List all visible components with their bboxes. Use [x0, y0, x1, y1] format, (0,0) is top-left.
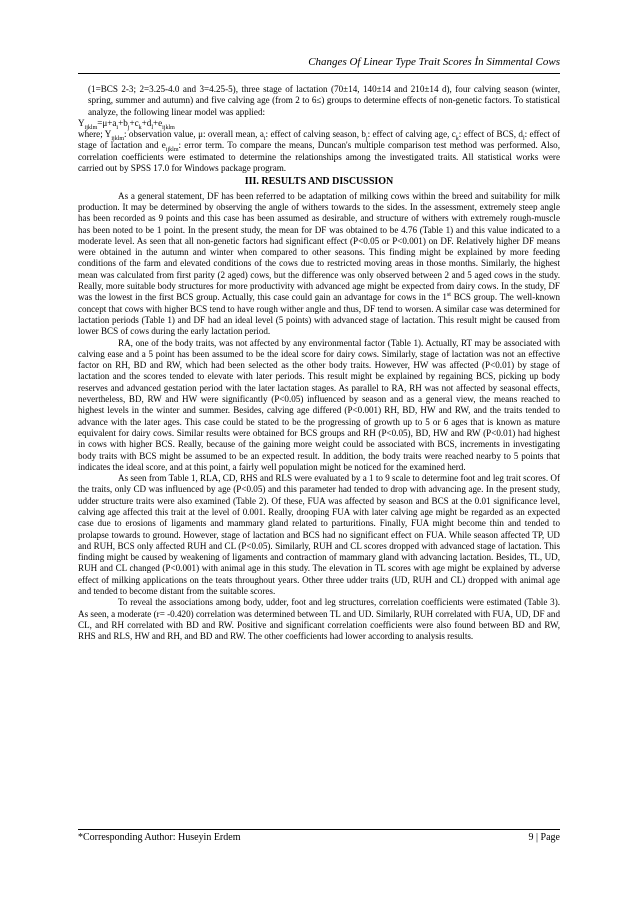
linear-model-formula: $Y_{ijklm}=\mu+a_i+b_j+c_k+d_l+e_{ijklm}$ [78, 117, 175, 131]
section-title: III. RESULTS AND DISCUSSION [244, 176, 394, 188]
page-number: 9 | Page [528, 832, 560, 843]
page-body [78, 84, 560, 643]
paragraph-correlations: To reveal the associations among body, udder, foot and leg structures, correlation coefficients were estimated (Table 3). As seen, a moderate (r= -0.420) correlation was determined between TL and UD. Similarly, RUH correlated with FUA, UD, DF and CL, and RH correlated with BD and RW. Positive and significant correlation coefficients were also found between BD and RW, RHS and RLS, HW and RH, and BD and RW. The other coefficients had lower according to analysis results. [78, 597, 560, 642]
corresponding-author: *Corresponding Author: Huseyin Erdem [78, 832, 241, 843]
paragraph-body-traits: RA, one of the body traits, was not affected by any environmental factor (Table 1). Actually, RT may be associated with calving ease and a 5 point has been assumed to be the ideal score for dairy cows. Similarly, stage of lactation was not an effective factor on RH, BD and RW, which had been selected as the other body traits. However, HW was affected (P<0.01) by stage of lactation and the scores tended to elevate with later periods. This result might be explained by regaining BCS, picking up body reserves and advanced gestation period with the later lactation stages. As parallel to RA, RH was not affected by seasonal effects, nevertheless, BD, RW and HW were significantly (P<0.05) influenced by season and as a general view, the means reached to highest levels in the winter and summer. Besides, calving age differed (P<0.001) RH, BD, HW and RW, and the traits tended to advance with the later ages. This case could be stated to be the progressing of growth up to 5 or 6 ages that is known as mature equivalent for dairy cows. Similar results were obtained for BCS groups and RH (P<0.05), BD, HW and RW (P<0.01) had highest in cows with higher BCS. Really, because of the gaining more weight could be associated with BCS, increments in investigating body traits with BCS might be assumed to be an expected result. In addition, the body traits were reached nearby to 5 points that indicates the ideal score, and at this point, a fairly well population might be noticed for the examined herd. [78, 337, 560, 472]
header-rule [78, 73, 560, 74]
intro-continuation: (1=BCS 2-3; 2=3.25-4.0 and 3=4.25-5), three stage of lactation (70±14, 140±14 and 210±14 d), four calving season (winter, spring, summer and autumn) and five calving age (from 2 to 6≤) groups to determine effects of non-genetic factors. To statistical analyze, the following linear model was applied: [88, 84, 560, 117]
footer-rule [78, 829, 560, 830]
model-definitions: where; $Y_{ijklm}$: observation value, μ: overall mean, $a_i$: effect of calving season, $b_j$: effect of calving age, $c_k$: effect of BCS, $d_l$: effect of stage of lactation and $e_{ijklm}$: error term. To compare the means, Duncan's multiple comparison test method was performed. Also, correlation coefficients were estimated to determine the relationships among the investigated traits. All statistical works were carried out by SPSS 17.0 for Windows package program. [78, 129, 561, 174]
paragraph-df: As a general statement, DF has been referred to be adaptation of milking cows within the breed and suitability for milk production. It may be determined by observing the angle of withers towards to the sides. In the assessment, extremely steep angle has been recorded as 9 points and this case has been assumed as desirable, and structure of withers with extremely rough-muscle has been noted to be 1 point. In the present study, the mean for DF was obtained to be 4.76 (Table 1) and this value indicated to a moderate level. As seen that all non-genetic factors had significant effect (P<0.05 or P<0.001) on DF. Relatively higher DF means were obtained in the autumn and winter when compared to other seasons. This finding might be explained by more feeding conditions of the farm and elevated conditions of the cows due to restricted moving areas in those months. Similarly, the highest mean was calculated from first parity (2 aged) cows, but the difference was only observed between 2 and 5 aged cows in the study. Really, more suitable body structures for more productivity with advanced age might be expected from dairy cows. In the study, DF was the lowest in the first BCS group. Actually, this case could gain an advantage for cows in the 1st BCS group. The well-known concept that cows with higher BCS tend to have rough wither angle and thus, DF tend to worsen. A similar case was determined for lactation periods (Table 1) and DF had an ideal level (5 points) with advanced stage of lactation. This result might be caused from lower BCS of cows during the early lactation period. [78, 190, 560, 337]
running-header: Changes Of Linear Type Trait Scores İn Simmental Cows [308, 56, 560, 68]
page-footer [78, 832, 560, 843]
paragraph-udder-traits: As seen from Table 1, RLA, CD, RHS and RLS were evaluated by a 1 to 9 scale to determine foot and leg trait scores. Of the traits, only CD was influenced by age (P<0.05) and this parameter had tended to drop with advancing age. In the present study, udder structure traits were also examined (Table 2). Of these, FUA was affected by season and BCS at the 0.01 significance level, calving age affected this trait at the level of 0.001. Really, drooping FUA with later calving age might be regarded as an expected case due to erosions of ligaments and mammary gland related to parturitions. Finally, FUA might become thin and tended to prolapse towards to ground. However, stage of lactation and BCS had no significant effect on FUA. While season affected TP, UD and RUH, BCS only affected RUH and CL (P<0.05). Similarly, RUH and CL scores dropped with advanced stage of lactation. This finding might be caused by weakening of ligaments and contraction of mammary gland with advancing lactation. Besides, TL, UD, RUH and CL changed (P<0.001) with animal age in this study. The elevation in TL scores with age might be explained by adverse effect of milking applications on the teats throughout years. Other three udder traits (UD, RUH and CL) dropped with animal age and tended to become distant from the suitable scores. [78, 473, 560, 597]
